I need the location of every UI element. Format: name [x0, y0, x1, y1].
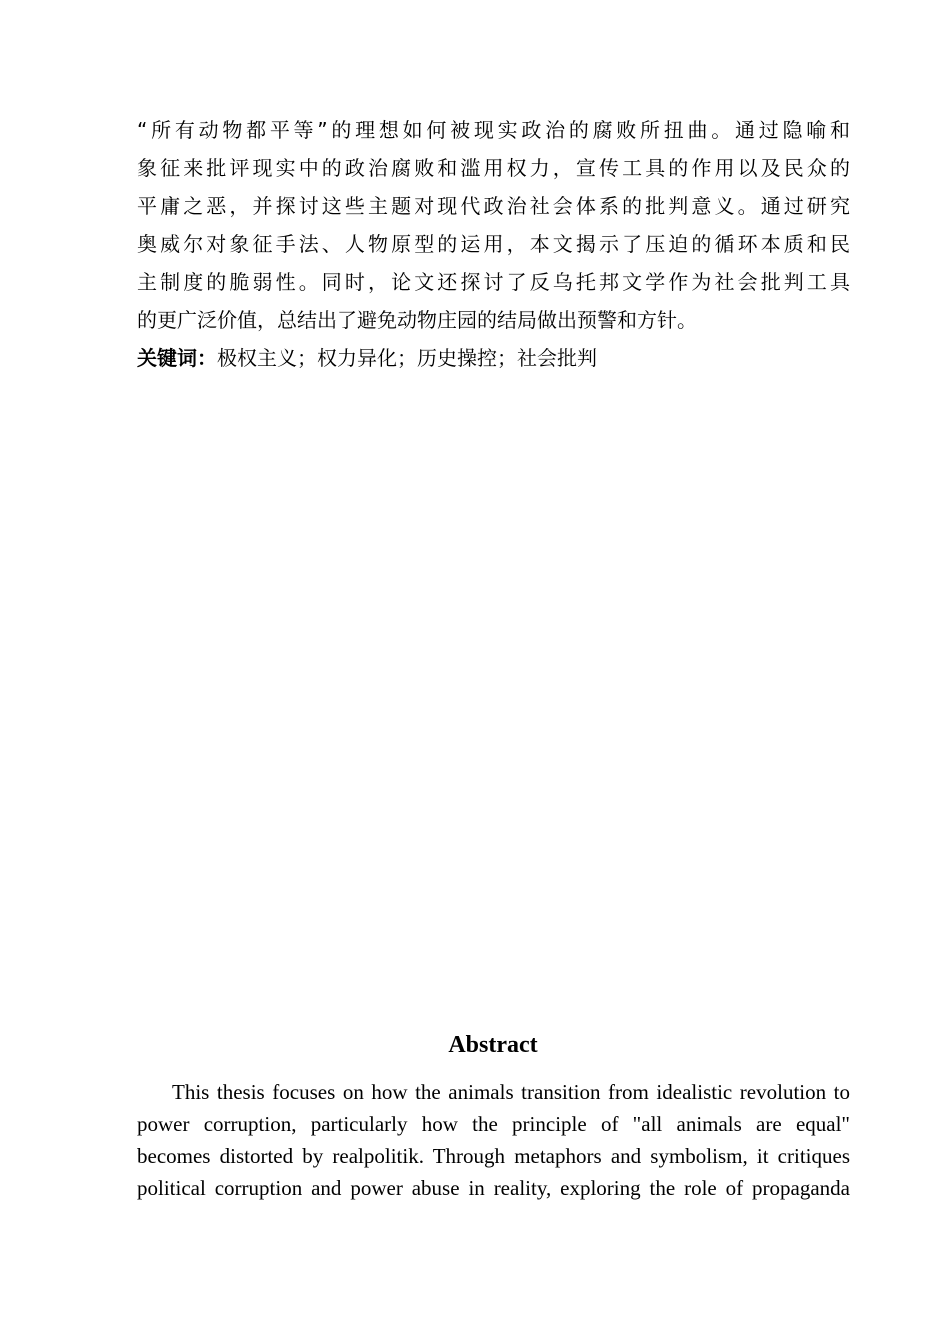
english-abstract-line: This thesis focuses on how the animals transition from idealistic revolution to	[172, 1080, 850, 1104]
chinese-abstract-line: 的更广泛价值，总结出了避免动物庄园的结局做出预警和方针。	[137, 308, 697, 332]
keywords-list: 极权主义；权力异化；历史操控；社会批判	[217, 346, 597, 370]
chinese-abstract-line: 主制度的脆弱性。同时，论文还探讨了反乌托邦文学作为社会批判工具	[137, 270, 850, 294]
keywords-label: 关键词：	[137, 346, 217, 370]
keywords-line	[137, 344, 850, 372]
chinese-abstract-line: “所有动物都平等”的理想如何被现实政治的腐败所扭曲。通过隐喻和	[137, 118, 850, 142]
chinese-abstract-line: 奥威尔对象征手法、人物原型的运用，本文揭示了压迫的循环本质和民	[137, 232, 850, 256]
chinese-abstract-line: 平庸之恶，并探讨这些主题对现代政治社会体系的批判意义。通过研究	[137, 194, 850, 218]
english-abstract-line: power corruption, particularly how the principle of "all animals are equal"	[137, 1112, 850, 1136]
english-abstract-line: becomes distorted by realpolitik. Through metaphors and symbolism, it critiques	[137, 1144, 850, 1168]
abstract-heading: Abstract	[448, 1032, 538, 1058]
english-abstract-line: political corruption and power abuse in reality, exploring the role of propaganda	[137, 1176, 850, 1200]
chinese-abstract-line: 象征来批评现实中的政治腐败和滥用权力，宣传工具的作用以及民众的	[137, 156, 850, 180]
